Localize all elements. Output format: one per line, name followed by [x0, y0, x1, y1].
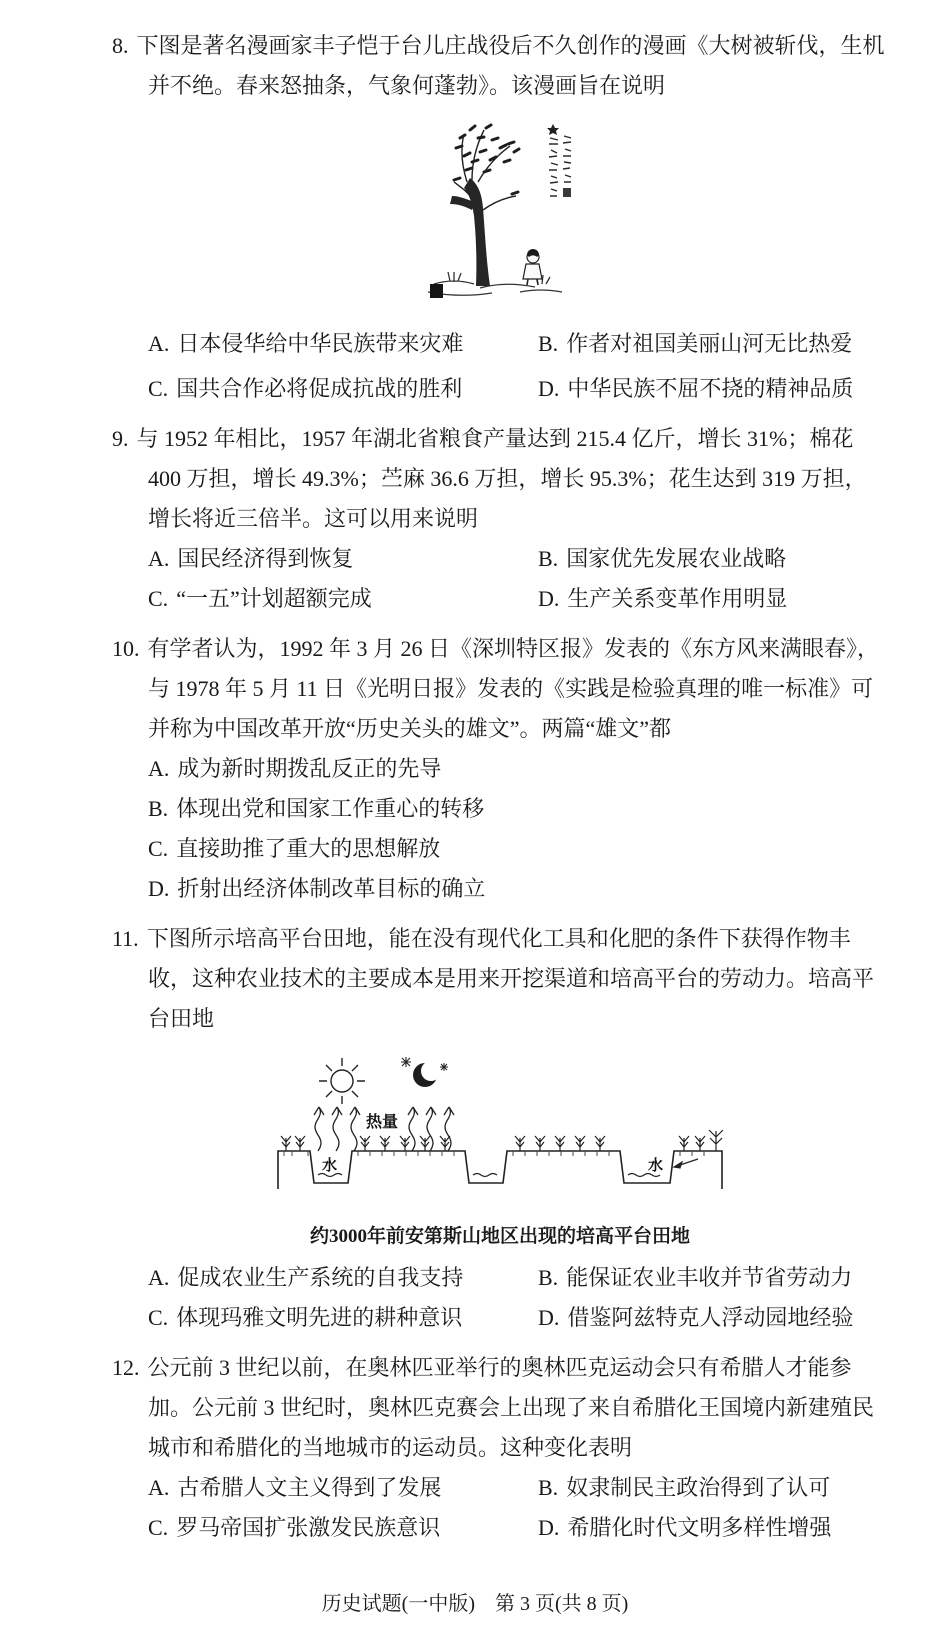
option-a: A. 日本侵华给中华民族带来灾难 [148, 331, 464, 356]
tree-leaves [454, 125, 519, 194]
question-12-options [112, 1468, 888, 1548]
option-b: B. 作者对祖国美丽山河无比热爱 [538, 331, 853, 356]
option-a: A. 国民经济得到恢复 [148, 546, 354, 571]
option-c: C. 体现玛雅文明先进的耕种意识 [148, 1305, 463, 1330]
question-number: 11. [112, 926, 139, 951]
question-8 [112, 26, 888, 409]
raised-field-diagram [270, 1051, 730, 1209]
question-8-stem [112, 26, 888, 106]
question-number: 10. [112, 636, 140, 661]
calligraphy-inscription [549, 136, 571, 196]
option-c: C. 国共合作必将促成抗战的胜利 [148, 376, 463, 401]
option-c: C. 罗马帝国扩张激发民族意识 [148, 1515, 441, 1540]
question-number: 8. [112, 33, 129, 58]
option-d: D. 生产关系变革作用明显 [538, 586, 788, 611]
water-arrow [674, 1159, 698, 1168]
diagram-caption: 约3000年前安第斯山地区出现的培高平台田地 [309, 1226, 690, 1247]
question-text: 与 1952 年相比，1957 年湖北省粮食产量达到 215.4 亿斤，增长 31%；棉花 400 万担，增长 49.3%；苎麻 36.6 万担，增长 95.3%；花生达到 319 万担，增长将近三倍半。这可以用来说明 [136, 426, 867, 531]
option-b: B. 国家优先发展农业战略 [538, 546, 787, 571]
question-text: 下图是著名漫画家丰子恺于台儿庄战役后不久创作的漫画《大树被斩伐，生机并不绝。春来怒抽条，气象何蓬勃》。该漫画旨在说明 [136, 33, 885, 98]
question-text: 有学者认为，1992 年 3 月 26 日《深圳特区报》发表的《东方风来满眼春》，与 1978 年 5 月 11 日《光明日报》发表的《实践是检验真理的唯一标准》可并称为中国改革开放“历史关头的雄文”。两篇“雄文”都 [147, 636, 880, 741]
moon-stars-icon [401, 1057, 448, 1087]
option-a: A. 古希腊人文主义得到了发展 [148, 1475, 442, 1500]
tree-shoots [454, 130, 516, 210]
cartoon-figure [112, 118, 888, 316]
question-10 [112, 629, 888, 909]
soil-hatching [284, 1151, 704, 1156]
question-10-options [112, 749, 888, 909]
child-figure [523, 249, 542, 285]
question-10-stem [112, 629, 888, 749]
option-b: B. 奴隶制民主政治得到了认可 [538, 1475, 831, 1500]
option-a: A. 成为新时期拨乱反正的先导 [148, 756, 442, 781]
option-d: D. 借鉴阿兹特克人浮动园地经验 [538, 1305, 854, 1330]
option-b: B. 能保证农业丰收并节省劳动力 [538, 1265, 853, 1290]
question-12 [112, 1348, 888, 1548]
water-label-left: 水 [322, 1158, 338, 1174]
question-11 [112, 919, 888, 1338]
question-12-stem [112, 1348, 888, 1468]
question-number: 12. [112, 1355, 140, 1380]
ink-tree-cartoon [420, 118, 580, 303]
question-text: 下图所示培高平台田地，能在没有现代化工具和化肥的条件下获得作物丰收，这种农业技术的主要成本是用来开挖渠道和培高平台的劳动力。培高平台田地 [146, 926, 875, 1031]
crop-plants [281, 1130, 723, 1151]
seal-stamp-corner [430, 284, 443, 298]
water-lines [318, 1174, 660, 1177]
option-d: D. 折射出经济体制改革目标的确立 [148, 876, 486, 901]
heat-label: 热量 [366, 1114, 399, 1131]
raised-field-figure [112, 1051, 888, 1250]
option-c: C. “一五”计划超额完成 [148, 586, 372, 611]
question-8-options [112, 324, 888, 409]
option-d: D. 希腊化时代文明多样性增强 [538, 1515, 832, 1540]
question-11-options [112, 1258, 888, 1338]
seal-stamp-small [563, 188, 571, 197]
option-b: B. 体现出党和国家工作重心的转移 [148, 796, 485, 821]
calligraphy-star [547, 124, 559, 135]
option-d: D. 中华民族不屈不挠的精神品质 [538, 376, 854, 401]
water-label-right: 水 [648, 1158, 664, 1174]
question-text: 公元前 3 世纪以前，在奥林匹亚举行的奥林匹克运动会只有希腊人才能参加。公元前 3 世纪时，奥林匹克赛会上出现了来自希腊化王国境内新建殖民城市和希腊化的当地城市的运动员。这种变化表明 [147, 1355, 875, 1460]
question-11-stem [112, 919, 888, 1039]
question-9-options [112, 539, 888, 619]
option-c: C. 直接助推了重大的思想解放 [148, 836, 441, 861]
option-a: A. 促成农业生产系统的自我支持 [148, 1265, 464, 1290]
sun-icon [319, 1058, 365, 1104]
page-footer: 历史试题(一中版) 第 3 页(共 8 页) [321, 1593, 629, 1615]
question-number: 9. [112, 426, 129, 451]
question-9-stem [112, 419, 888, 539]
question-9 [112, 419, 888, 619]
